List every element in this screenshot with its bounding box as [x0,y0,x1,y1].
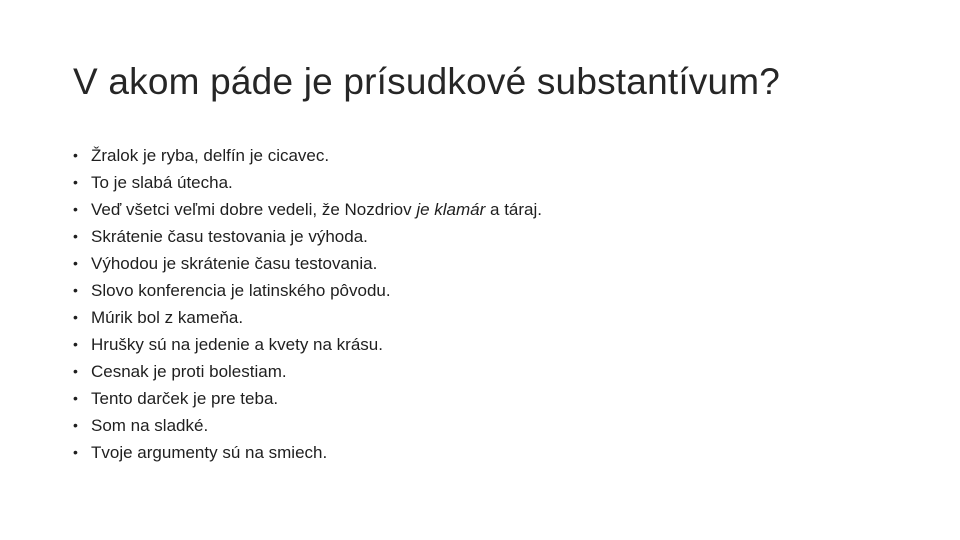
bullet-icon: • [73,255,78,271]
bullet-item [73,358,542,385]
bullet-icon: • [73,147,78,163]
bullet-text-emphasis: je klamár [416,200,486,219]
bullet-item [73,250,542,277]
bullet-text: Hrušky sú na jedenie a kvety na krásu. [91,335,383,354]
bullet-text: Tvoje argumenty sú na smiech. [91,443,328,462]
bullet-text: To je slabá útecha. [91,173,233,192]
bullet-item [73,439,542,466]
bullet-text: Slovo konferencia je latinského pôvodu. [91,281,391,300]
bullet-list [73,142,542,466]
bullet-text: Výhodou je skrátenie času testovania. [91,254,378,273]
bullet-icon: • [73,228,78,244]
bullet-icon: • [73,309,78,325]
bullet-text: Tento darček je pre teba. [91,389,279,408]
bullet-item [73,169,542,196]
bullet-icon: • [73,417,78,433]
bullet-text: Skrátenie času testovania je výhoda. [91,227,368,246]
bullet-icon: • [73,444,78,460]
bullet-icon: • [73,363,78,379]
bullet-icon: • [73,390,78,406]
bullet-icon: • [73,336,78,352]
bullet-item [73,385,542,412]
bullet-item [73,304,542,331]
bullet-item [73,196,542,223]
bullet-item [73,331,542,358]
bullet-text: Cesnak je proti bolestiam. [91,362,287,381]
bullet-item [73,223,542,250]
bullet-text-post: a táraj. [485,200,542,219]
bullet-text: Som na sladké. [91,416,209,435]
bullet-text-pre: Veď všetci veľmi dobre vedeli, že Nozdriov [91,200,417,219]
bullet-text: Žralok je ryba, delfín je cicavec. [91,146,330,165]
bullet-icon: • [73,201,78,217]
bullet-item [73,277,542,304]
bullet-item [73,412,542,439]
bullet-item [73,142,542,169]
bullet-text: Múrik bol z kameňa. [91,308,244,327]
bullet-text [91,200,542,219]
bullet-icon: • [73,282,78,298]
bullet-icon: • [73,174,78,190]
slide-title: V akom páde je prísudkové substantívum? [73,61,781,102]
